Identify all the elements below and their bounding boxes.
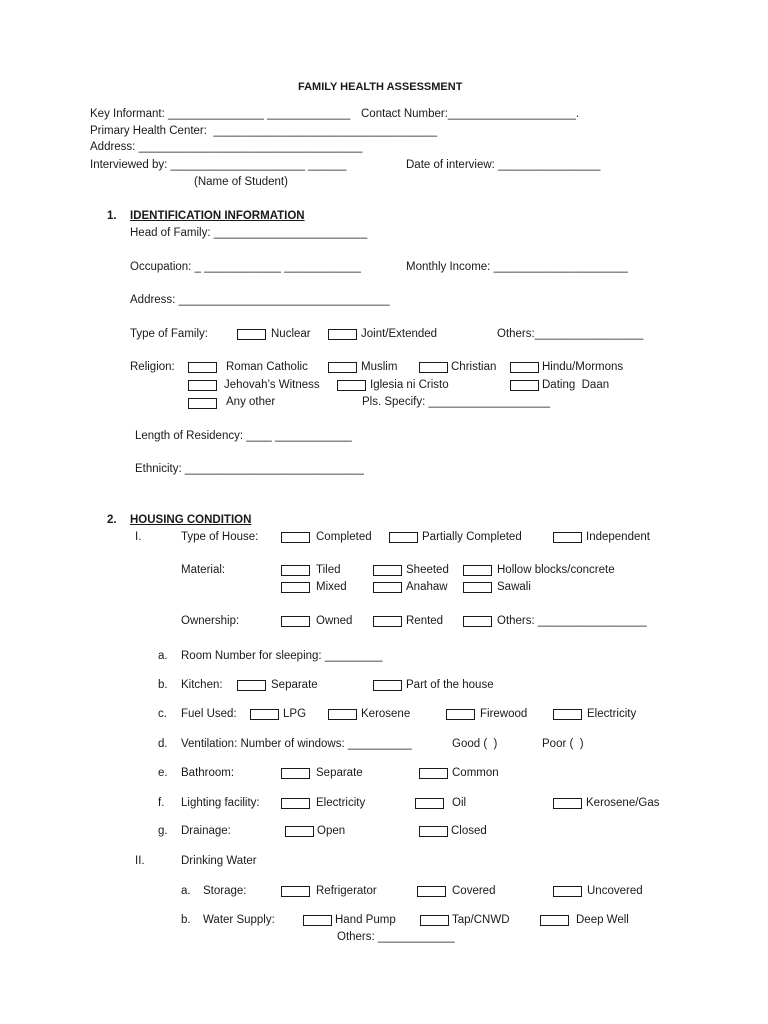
- independent-label: Independent: [586, 531, 650, 543]
- water-supply-label: Water Supply:: [203, 914, 275, 926]
- covered-checkbox[interactable]: [417, 886, 446, 897]
- fuel-electricity-label: Electricity: [587, 708, 637, 720]
- kerosene-checkbox[interactable]: [328, 709, 357, 720]
- tiled-checkbox[interactable]: [281, 565, 310, 576]
- bathroom-separate-checkbox[interactable]: [281, 768, 310, 779]
- ventilation-poor-option[interactable]: Poor ( ): [542, 738, 584, 750]
- item-letter: g.: [158, 825, 168, 837]
- ownership-others-field[interactable]: Others: _________________: [497, 615, 647, 627]
- dating-daan-label: Dating Daan: [542, 379, 610, 391]
- partially-completed-checkbox[interactable]: [389, 532, 418, 543]
- ownership-others-checkbox[interactable]: [463, 616, 492, 627]
- lighting-facility-label: Lighting facility:: [181, 797, 260, 809]
- address-field[interactable]: Address: ___________________________________: [90, 141, 363, 153]
- kitchen-separate-checkbox[interactable]: [237, 680, 266, 691]
- hollow-blocks-label: Hollow blocks/concrete: [497, 564, 615, 576]
- mixed-checkbox[interactable]: [281, 582, 310, 593]
- primary-health-center-field[interactable]: Primary Health Center: ___________________________________: [90, 125, 438, 137]
- item-letter: e.: [158, 767, 168, 779]
- nuclear-option-label: Nuclear: [271, 328, 311, 340]
- item-letter: a.: [181, 885, 191, 897]
- section-number: 1.: [107, 210, 117, 222]
- completed-checkbox[interactable]: [281, 532, 310, 543]
- roman-catholic-label: Roman Catholic: [226, 361, 308, 373]
- occupation-field[interactable]: Occupation: _ ____________ ____________: [130, 261, 361, 273]
- lpg-checkbox[interactable]: [250, 709, 279, 720]
- part-one-numeral: I.: [135, 531, 142, 543]
- item-letter: b.: [158, 679, 168, 691]
- kerosene-label: Kerosene: [361, 708, 411, 720]
- completed-label: Completed: [316, 531, 372, 543]
- form-title: FAMILY HEALTH ASSESSMENT: [298, 81, 463, 93]
- any-other-checkbox[interactable]: [188, 398, 217, 409]
- head-of-family-field[interactable]: Head of Family: ________________________: [130, 227, 368, 239]
- lpg-label: LPG: [283, 708, 307, 720]
- roman-catholic-checkbox[interactable]: [188, 362, 217, 373]
- joint-extended-checkbox[interactable]: [328, 329, 357, 340]
- anahaw-checkbox[interactable]: [373, 582, 402, 593]
- type-of-house-label: Type of House:: [181, 531, 259, 543]
- lighting-oil-label: Oil: [452, 797, 467, 809]
- drainage-open-label: Open: [317, 825, 346, 837]
- independent-checkbox[interactable]: [553, 532, 582, 543]
- any-other-label: Any other: [226, 396, 276, 408]
- uncovered-checkbox[interactable]: [553, 886, 582, 897]
- water-supply-others-field[interactable]: Others: ____________: [337, 931, 455, 943]
- firewood-label: Firewood: [480, 708, 528, 720]
- lighting-electricity-checkbox[interactable]: [281, 798, 310, 809]
- kitchen-part-of-house-label: Part of the house: [406, 679, 494, 691]
- anahaw-label: Anahaw: [406, 581, 448, 593]
- item-letter: c.: [158, 708, 167, 720]
- lighting-electricity-label: Electricity: [316, 797, 366, 809]
- room-number-field[interactable]: Room Number for sleeping: _________: [181, 650, 383, 662]
- kitchen-separate-label: Separate: [271, 679, 318, 691]
- iglesia-ni-cristo-label: Iglesia ni Cristo: [370, 379, 449, 391]
- part-two-numeral: II.: [135, 855, 145, 867]
- contact-number-field[interactable]: Contact Number:____________________.: [361, 108, 580, 120]
- drainage-label: Drainage:: [181, 825, 231, 837]
- dating-daan-checkbox[interactable]: [510, 380, 539, 391]
- ventilation-good-option[interactable]: Good ( ): [452, 738, 498, 750]
- sawali-label: Sawali: [497, 581, 531, 593]
- type-of-family-label: Type of Family:: [130, 328, 208, 340]
- owned-checkbox[interactable]: [281, 616, 310, 627]
- deep-well-checkbox[interactable]: [540, 915, 569, 926]
- bathroom-separate-label: Separate: [316, 767, 363, 779]
- fuel-electricity-checkbox[interactable]: [553, 709, 582, 720]
- refrigerator-label: Refrigerator: [316, 885, 377, 897]
- item-letter: b.: [181, 914, 191, 926]
- nuclear-checkbox[interactable]: [237, 329, 266, 340]
- rented-checkbox[interactable]: [373, 616, 402, 627]
- uncovered-label: Uncovered: [587, 885, 643, 897]
- rented-label: Rented: [406, 615, 444, 627]
- mixed-label: Mixed: [316, 581, 347, 593]
- hand-pump-checkbox[interactable]: [303, 915, 332, 926]
- ventilation-field[interactable]: Ventilation: Number of windows: __________: [181, 738, 412, 750]
- covered-label: Covered: [452, 885, 496, 897]
- hand-pump-label: Hand Pump: [335, 914, 396, 926]
- christian-label: Christian: [451, 361, 497, 373]
- hindu-mormons-checkbox[interactable]: [510, 362, 539, 373]
- partially-completed-label: Partially Completed: [422, 531, 522, 543]
- bathroom-common-checkbox[interactable]: [419, 768, 448, 779]
- sheeted-label: Sheeted: [406, 564, 449, 576]
- ethnicity-field[interactable]: Ethnicity: ____________________________: [135, 463, 364, 475]
- ownership-label: Ownership:: [181, 615, 240, 627]
- tiled-label: Tiled: [316, 564, 341, 576]
- interviewed-by-field[interactable]: Interviewed by: _____________________ ______: [90, 159, 347, 171]
- drainage-closed-label: Closed: [451, 825, 487, 837]
- iglesia-ni-cristo-checkbox[interactable]: [337, 380, 366, 391]
- storage-label: Storage:: [203, 885, 247, 897]
- lighting-oil-checkbox[interactable]: [415, 798, 444, 809]
- section-number: 2.: [107, 514, 117, 526]
- material-label: Material:: [181, 564, 226, 576]
- religion-specify-field[interactable]: Pls. Specify: ___________________: [362, 396, 550, 408]
- drainage-closed-checkbox[interactable]: [419, 826, 448, 837]
- deep-well-label: Deep Well: [576, 914, 629, 926]
- tap-cnwd-checkbox[interactable]: [420, 915, 449, 926]
- family-address-field[interactable]: Address: _________________________________: [130, 294, 390, 306]
- item-letter: f.: [158, 797, 165, 809]
- item-letter: d.: [158, 738, 168, 750]
- hollow-blocks-checkbox[interactable]: [463, 565, 492, 576]
- kitchen-part-of-house-checkbox[interactable]: [373, 680, 402, 691]
- monthly-income-field[interactable]: Monthly Income: _____________________: [406, 261, 628, 273]
- bathroom-common-label: Common: [452, 767, 499, 779]
- muslim-checkbox[interactable]: [328, 362, 357, 373]
- name-of-student-caption: (Name of Student): [194, 176, 288, 188]
- family-others-field[interactable]: Others:_________________: [497, 328, 644, 340]
- refrigerator-checkbox[interactable]: [281, 886, 310, 897]
- length-of-residency-field[interactable]: Length of Residency: ____ ____________: [135, 430, 352, 442]
- muslim-label: Muslim: [361, 361, 398, 373]
- jehovahs-witness-label: Jehovah’s Witness: [224, 379, 320, 391]
- drinking-water-heading: Drinking Water: [181, 855, 257, 867]
- joint-extended-option-label: Joint/Extended: [361, 328, 438, 340]
- christian-checkbox[interactable]: [419, 362, 448, 373]
- bathroom-label: Bathroom:: [181, 767, 235, 779]
- hindu-mormons-label: Hindu/Mormons: [542, 361, 624, 373]
- key-informant-field[interactable]: Key Informant: _______________ _____________: [90, 108, 351, 120]
- section-title-housing: HOUSING CONDITION: [130, 514, 252, 526]
- date-of-interview-field[interactable]: Date of interview: ________________: [406, 159, 601, 171]
- jehovahs-witness-checkbox[interactable]: [188, 380, 217, 391]
- fuel-used-label: Fuel Used:: [181, 708, 237, 720]
- kitchen-label: Kitchen:: [181, 679, 223, 691]
- sawali-checkbox[interactable]: [463, 582, 492, 593]
- drainage-open-checkbox[interactable]: [285, 826, 314, 837]
- section-title-identification: IDENTIFICATION INFORMATION: [130, 210, 305, 222]
- item-letter: a.: [158, 650, 168, 662]
- owned-label: Owned: [316, 615, 353, 627]
- tap-cnwd-label: Tap/CNWD: [452, 914, 510, 926]
- firewood-checkbox[interactable]: [446, 709, 475, 720]
- lighting-kerosene-gas-checkbox[interactable]: [553, 798, 582, 809]
- lighting-kerosene-gas-label: Kerosene/Gas: [586, 797, 660, 809]
- sheeted-checkbox[interactable]: [373, 565, 402, 576]
- religion-label: Religion:: [130, 361, 175, 373]
